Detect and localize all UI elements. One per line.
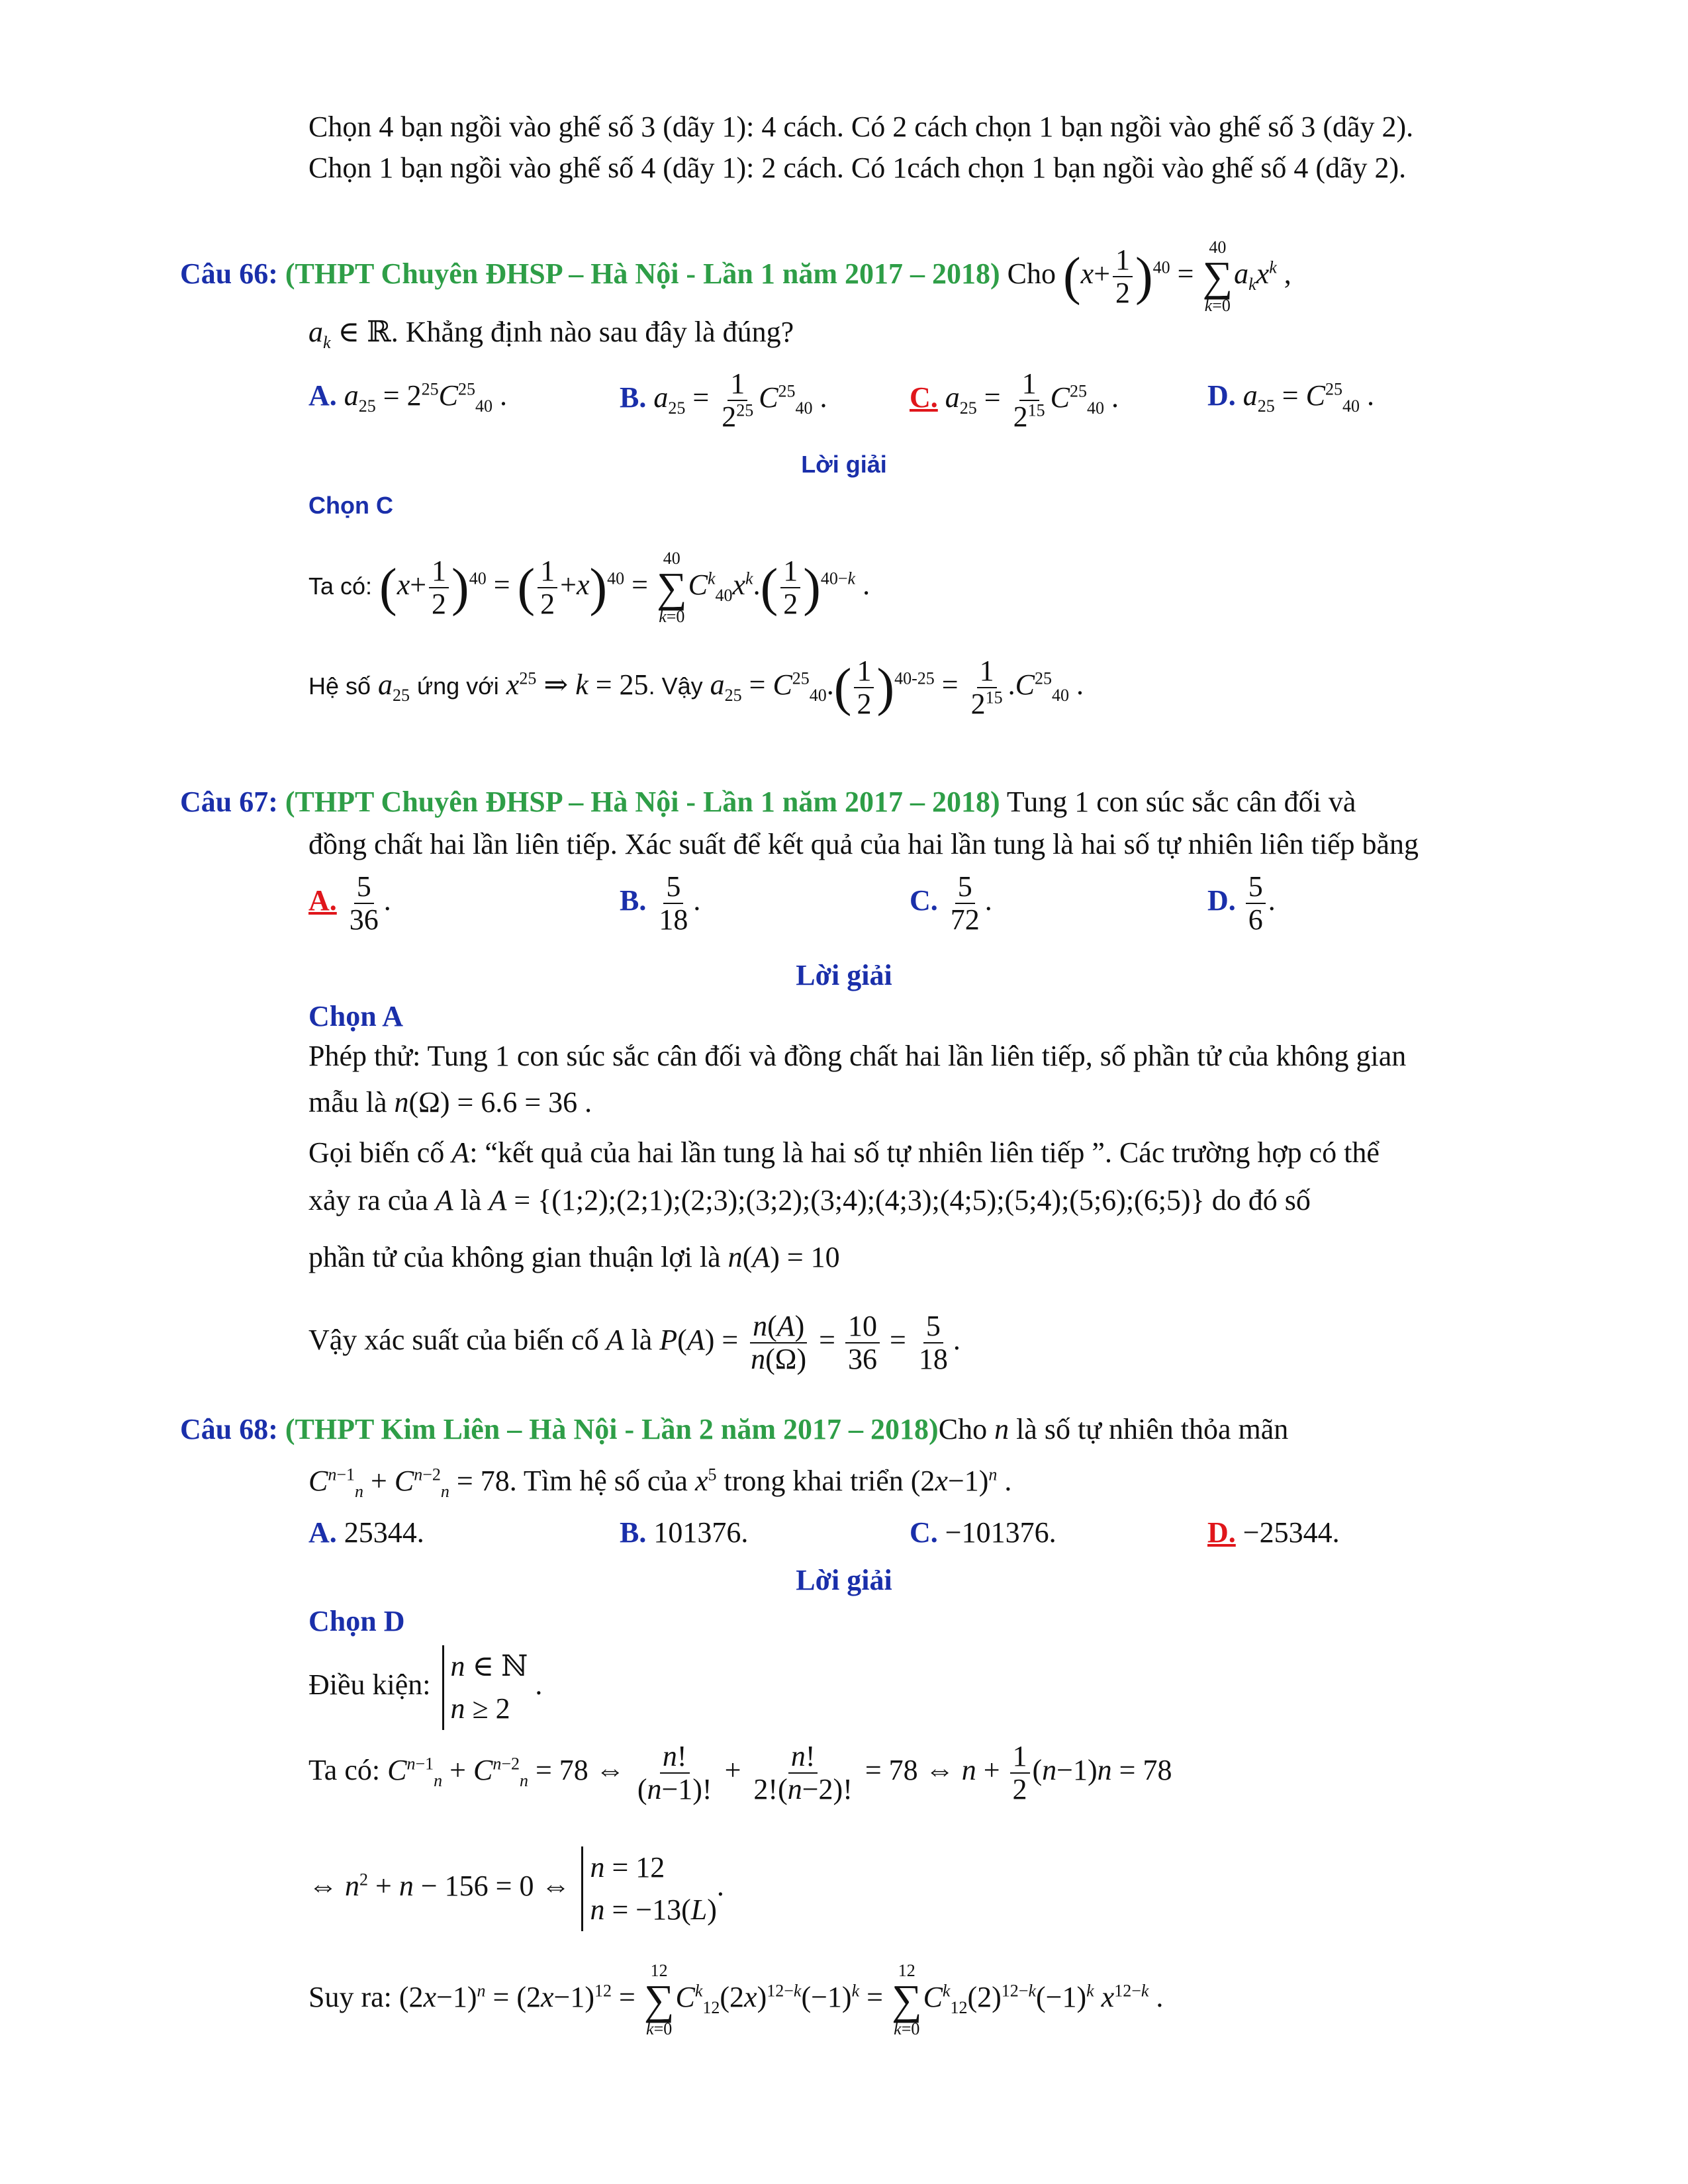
question-66-solution-line-2: Hệ số $a_{25}$ ứng với $x^{25}$ ⇒ k = 25. Vậy $a_{25} = C^{25}_{40}$.( $\frac{1}{2}$ )$^{40-25}$ = $\frac{1}{2^{15}}$ $.C^{25}_{40}$ . [308,655,1084,720]
question-66-source: (THPT Chuyên ĐHSP – Hà Nội - Lần 1 năm 2017 – 2018) [285,257,1000,291]
question-67-header [180,785,1356,819]
question-66-header [180,238,1291,315]
question-68-solution-title: Lời giải [796,1564,892,1596]
question-67-choice: Chọn A [308,1000,404,1032]
question-67-option-b: B. $\frac{5}{18}$ . [620,870,701,936]
question-68-solution-line-3: Suy ra: $(2x-1)^n = (2x-1)^{12}$ = 12 ∑ k=0 $C^k_{12}(2x)^{12-k}(-1)^k$ = 12 ∑ k=0 $C^k_{12}(2)^{12-k}(-1)^k$ $x^{12-k}$ . [308,1961,1164,2038]
question-68-solution-line-2: ⇔ $n^2 + n - 156 = 0$ ⇔ n = 12 n = −13(L) . [308,1846,724,1931]
question-66-solution-title: Lời giải [801,451,887,478]
text-line-top-2: Chọn 1 bạn ngồi vào ghế số 4 (dãy 1): 2 cách. Có 1cách chọn 1 bạn ngồi vào ghế số 4 (dãy 2). [308,152,1407,184]
question-68-solution-line-1: Ta có: $C^{n-1}_n + C^{n-2}_n = 78$ ⇔ $\frac{n!}{(n-1)!}$ + $\frac{n!}{2!(n-2)!}$ = 78 ⇔ n + $\frac{1}{2}$ (n−1)n = 78 [308,1740,1172,1805]
question-68-header: Câu 68: (THPT Kim Liên – Hà Nội - Lần 2 năm 2017 – 2018)Cho n là số tự nhiên thỏa mãn [180,1413,1289,1445]
question-66-formula: (x+ $\frac{1}{2}$ )$^{40}$ = 40 ∑ k=0 $a_kx^k$ , [1063,238,1291,315]
question-68-condition: Điều kiện: n ∈ ℕ n ≥ 2 . [308,1645,542,1730]
question-66-intro: Cho [1007,257,1056,291]
question-67-option-c: C. $\frac{5}{72}$ . [910,870,992,936]
question-67-solution-line-2: mẫu là n(Ω) = 6.6 = 36 . [308,1086,592,1118]
question-68-choice: Chọn D [308,1605,405,1637]
question-66-choice: Chọn C [308,492,393,519]
question-68-option-a: A. 25344. [308,1516,424,1549]
question-68-option-c: C. −101376. [910,1516,1056,1549]
question-66-stem: $a_k$ ∈ ℝ. Khẳng định nào sau đây là đúng? [308,316,794,352]
question-67-option-a: A. $\frac{5}{36}$ . [308,870,391,936]
question-66-label: Câu 66: [180,257,278,291]
question-67-label: Câu 67: [180,786,278,818]
question-68-source: (THPT Kim Liên – Hà Nội - Lần 2 năm 2017 – 2018) [285,1413,939,1445]
question-67-stem-2: đồng chất hai lần liên tiếp. Xác suất để kết quả của hai lần tung là hai số tự nhiên liên tiếp bằng [308,828,1419,860]
question-66-option-c: C. $a_{25}$ = $\frac{1}{2^{15}}$ $C^{25}_{40}$ . [910,367,1119,433]
question-67-stem-1: Tung 1 con súc sắc cân đối và [1006,786,1356,818]
text-line-top-1: Chọn 4 bạn ngồi vào ghế số 3 (dãy 1): 4 cách. Có 2 cách chọn 1 bạn ngồi vào ghế số 3 (dãy 2). [308,111,1414,143]
question-67-option-d: D. $\frac{5}{6}$ . [1207,870,1276,936]
question-66-solution-line-1: Ta có: (x+ $\frac{1}{2}$ )$^{40}$ = ( $\frac{1}{2}$ +x)$^{40}$ = 40 ∑ k=0 $C^k_{40}x^k$.( $\frac{1}{2}$ )$^{40-k}$ . [308,549,870,626]
question-66-option-d: D. $a_{25} = C^{25}_{40}$ . [1207,379,1374,416]
question-67-solution-line-5: phần tử của không gian thuận lợi là n(A) = 10 [308,1241,840,1273]
question-67-solution-line-3: Gọi biến cố A: “kết quả của hai lần tung là hai số tự nhiên liên tiếp ”. Các trường hợp có thể [308,1136,1380,1169]
question-68-label: Câu 68: [180,1413,278,1445]
question-67-solution-line-1: Phép thử: Tung 1 con súc sắc cân đối và đồng chất hai lần liên tiếp, số phần tử của không gian [308,1040,1407,1072]
question-67-solution-title: Lời giải [796,959,892,991]
question-67-solution-line-4: xảy ra của A là A = {(1;2);(2;1);(2;3);(3;2);(3;4);(4;3);(4;5);(5;4);(5;6);(6;5)} do đó số [308,1184,1311,1216]
question-68-option-b: B. 101376. [620,1516,749,1549]
question-67-solution-line-6: Vậy xác suất của biến cố A là P(A) = $\frac{n(A)}{n(\Omega)}$ = $\frac{10}{36}$ = $\frac{5}{18}$ . [308,1310,961,1375]
question-67-source: (THPT Chuyên ĐHSP – Hà Nội - Lần 1 năm 2017 – 2018) [285,786,1000,818]
question-68-option-d: D. −25344. [1207,1516,1340,1549]
question-66-option-b: B. $a_{25}$ = $\frac{1}{2^{25}}$ $C^{25}_{40}$ . [620,367,827,433]
question-66-option-a: A. $a_{25} = 2^{25}C^{25}_{40}$ . [308,379,507,416]
question-68-stem-2: $C^{n-1}_n + C^{n-2}_n = 78$. Tìm hệ số của $x^5$ trong khai triển $(2x-1)^n$ . [308,1465,1012,1501]
